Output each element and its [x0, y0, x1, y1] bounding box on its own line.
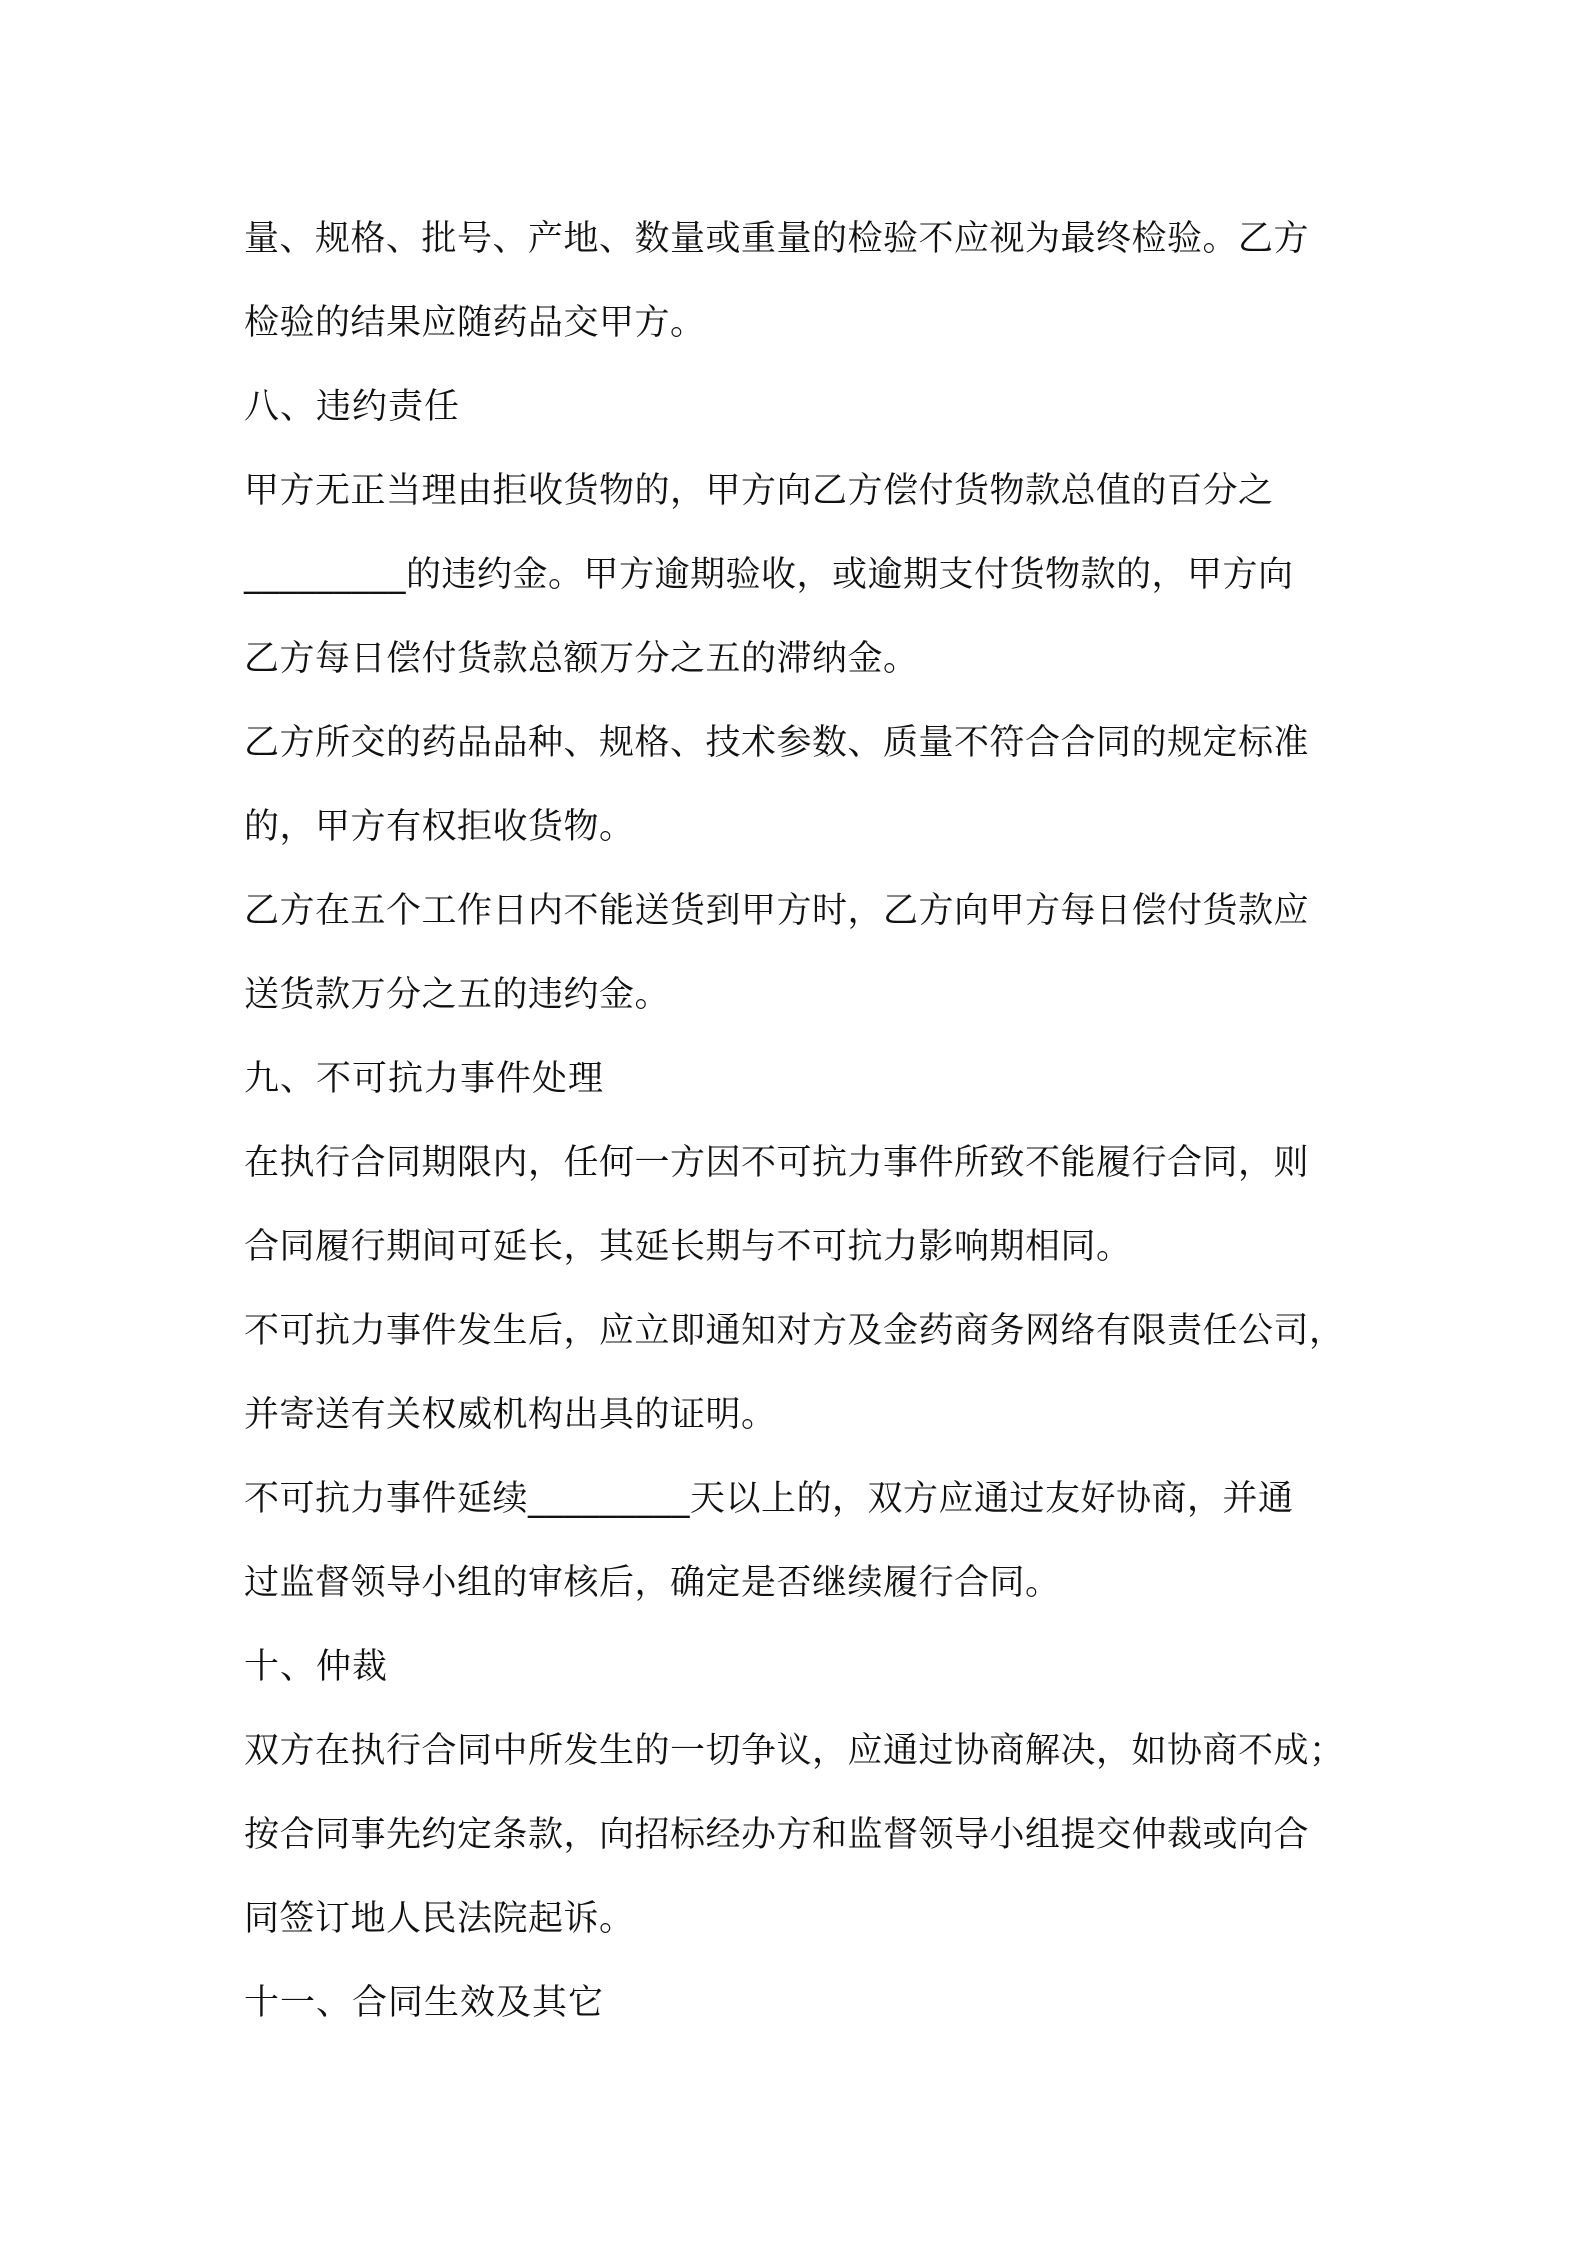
text-line: 乙方每日偿付货款总额万分之五的滞纳金。 — [244, 639, 919, 679]
text-line: _________的违约金。甲方逾期验收，或逾期支付货物款的，甲方向 — [244, 555, 1294, 595]
section-heading: 十、仲裁 — [244, 1647, 389, 1687]
section-heading: 十一、合同生效及其它 — [244, 1983, 605, 2023]
text-line: 按合同事先约定条款，向招标经办方和监督领导小组提交仲裁或向合 — [244, 1815, 1310, 1855]
text-line: 的，甲方有权拒收货物。 — [244, 807, 635, 847]
text-line: 量、规格、批号、产地、数量或重量的检验不应视为最终检验。乙方 — [244, 219, 1310, 259]
text-line: 双方在执行合同中所发生的一切争议，应通过协商解决，如协商不成； — [244, 1731, 1345, 1771]
text-line: 在执行合同期限内，任何一方因不可抗力事件所致不能履行合同，则 — [244, 1143, 1310, 1183]
section-heading: 八、违约责任 — [244, 387, 461, 427]
text-line: 合同履行期间可延长，其延长期与不可抗力影响期相同。 — [244, 1227, 1132, 1267]
text-line: 不可抗力事件延续_________天以上的，双方应通过友好协商，并通 — [244, 1479, 1294, 1519]
text-line: 甲方无正当理由拒收货物的，甲方向乙方偿付货物款总值的百分之 — [244, 471, 1274, 511]
text-line: 过监督领导小组的审核后，确定是否继续履行合同。 — [244, 1563, 1061, 1603]
text-line: 送货款万分之五的违约金。 — [244, 975, 671, 1015]
text-line: 同签订地人民法院起诉。 — [244, 1899, 635, 1939]
document-body — [244, 197, 1394, 2045]
text-line: 不可抗力事件发生后，应立即通知对方及金药商务网络有限责任公司， — [244, 1311, 1345, 1351]
text-line: 检验的结果应随药品交甲方。 — [244, 303, 706, 343]
text-line: 并寄送有关权威机构出具的证明。 — [244, 1395, 777, 1435]
section-heading: 九、不可抗力事件处理 — [244, 1059, 605, 1099]
text-line: 乙方所交的药品品种、规格、技术参数、质量不符合合同的规定标准 — [244, 723, 1310, 763]
text-line: 乙方在五个工作日内不能送货到甲方时，乙方向甲方每日偿付货款应 — [244, 891, 1310, 931]
